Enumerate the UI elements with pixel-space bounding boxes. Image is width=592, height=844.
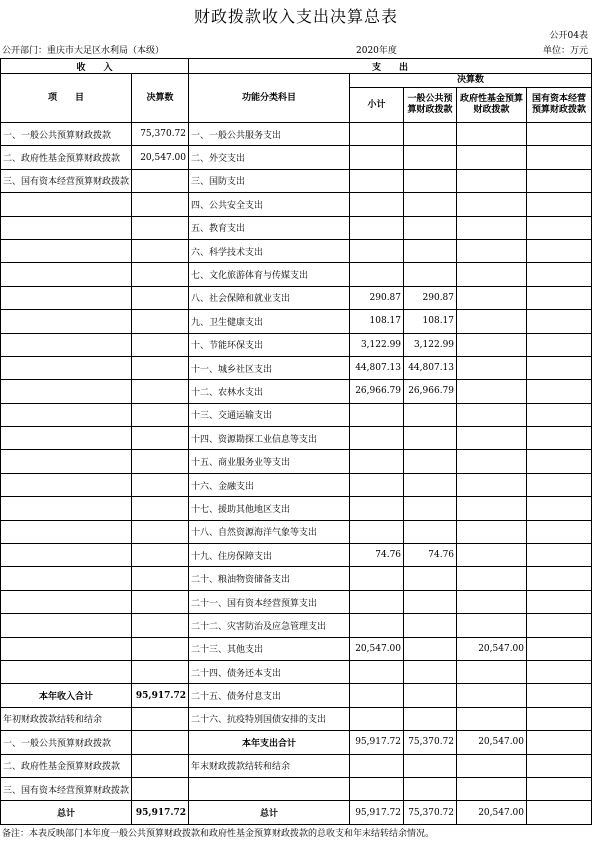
general-budget-cell: 75,370.72 bbox=[404, 731, 457, 754]
table-row bbox=[1, 286, 592, 309]
income-amount-cell bbox=[132, 263, 189, 286]
gov-fund-cell bbox=[457, 263, 527, 286]
function-item-cell: 本年支出合计 bbox=[189, 731, 350, 754]
function-item-cell: 七、文化旅游体育与传媒支出 bbox=[189, 263, 350, 286]
income-amount-cell bbox=[132, 450, 189, 473]
general-budget-cell bbox=[404, 777, 457, 800]
subtotal-cell bbox=[350, 567, 404, 590]
function-item-cell: 一、一般公共服务支出 bbox=[189, 123, 350, 146]
income-item-cell bbox=[1, 450, 132, 473]
subtotal-cell bbox=[350, 707, 404, 730]
state-capital-cell bbox=[527, 567, 592, 590]
income-item-cell: 总计 bbox=[1, 801, 132, 824]
table-row bbox=[1, 497, 592, 520]
income-item-cell bbox=[1, 193, 132, 216]
general-budget-cell bbox=[404, 614, 457, 637]
income-item-cell bbox=[1, 520, 132, 543]
state-capital-cell bbox=[527, 754, 592, 777]
table-row bbox=[1, 333, 592, 356]
subtotal-cell bbox=[350, 684, 404, 707]
subtotal-header: 小计 bbox=[350, 88, 404, 123]
gov-fund-cell bbox=[457, 310, 527, 333]
state-capital-cell bbox=[527, 263, 592, 286]
state-capital-cell bbox=[527, 427, 592, 450]
function-item-cell: 总计 bbox=[189, 801, 350, 824]
income-amount-cell bbox=[132, 754, 189, 777]
general-budget-cell bbox=[404, 263, 457, 286]
table-row bbox=[1, 520, 592, 543]
function-item-cell: 六、科学技术支出 bbox=[189, 239, 350, 262]
subtotal-cell bbox=[350, 216, 404, 239]
income-header: 收 入 bbox=[1, 59, 189, 74]
table-row bbox=[1, 427, 592, 450]
general-budget-cell bbox=[404, 660, 457, 683]
table-row bbox=[1, 801, 592, 824]
function-item-cell: 五、教育支出 bbox=[189, 216, 350, 239]
general-budget-cell bbox=[404, 520, 457, 543]
table-row bbox=[1, 637, 592, 660]
subtotal-cell bbox=[350, 614, 404, 637]
state-capital-cell bbox=[527, 403, 592, 426]
general-budget-header: 一般公共预算财政拨款 bbox=[404, 88, 457, 123]
gov-fund-cell: 20,547.00 bbox=[457, 731, 527, 754]
income-amount-cell: 95,917.72 bbox=[132, 684, 189, 707]
state-capital-header: 国有资本经营预算财政拨款 bbox=[527, 88, 592, 123]
income-amount-cell bbox=[132, 473, 189, 496]
income-item-cell: 年初财政拨款结转和结余 bbox=[1, 707, 132, 730]
function-item-cell: 年末财政拨款结转和结余 bbox=[189, 754, 350, 777]
form-number: 公开04表 bbox=[549, 31, 588, 41]
general-budget-cell bbox=[404, 707, 457, 730]
state-capital-cell bbox=[527, 450, 592, 473]
state-capital-cell bbox=[527, 590, 592, 613]
subtotal-cell bbox=[350, 169, 404, 192]
income-amount-cell bbox=[132, 193, 189, 216]
income-amount-cell bbox=[132, 497, 189, 520]
function-item-cell: 三、国防支出 bbox=[189, 169, 350, 192]
income-item-cell bbox=[1, 590, 132, 613]
table-row bbox=[1, 403, 592, 426]
gov-fund-cell bbox=[457, 193, 527, 216]
function-item-cell: 十一、城乡社区支出 bbox=[189, 356, 350, 379]
amount-header: 决算数 bbox=[132, 74, 189, 123]
function-item-cell: 二十、粮油物资储备支出 bbox=[189, 567, 350, 590]
gov-fund-cell bbox=[457, 380, 527, 403]
subtotal-cell: 44,807.13 bbox=[350, 356, 404, 379]
general-budget-cell bbox=[404, 497, 457, 520]
subtotal-cell bbox=[350, 473, 404, 496]
gov-fund-cell bbox=[457, 123, 527, 146]
state-capital-cell bbox=[527, 216, 592, 239]
general-budget-cell bbox=[404, 123, 457, 146]
footnote: 备注：本表反映部门本年度一般公共预算财政拨款和政府性基金预算财政拨款的总收支和年末结转结余情况。 bbox=[2, 829, 435, 839]
function-item-cell bbox=[189, 777, 350, 800]
general-budget-cell bbox=[404, 684, 457, 707]
table-row bbox=[1, 473, 592, 496]
subtotal-cell bbox=[350, 777, 404, 800]
income-item-cell bbox=[1, 567, 132, 590]
state-capital-cell bbox=[527, 169, 592, 192]
state-capital-cell bbox=[527, 614, 592, 637]
subtotal-cell bbox=[350, 263, 404, 286]
gov-fund-cell bbox=[457, 754, 527, 777]
general-budget-cell bbox=[404, 216, 457, 239]
subtotal-cell: 20,547.00 bbox=[350, 637, 404, 660]
state-capital-cell bbox=[527, 239, 592, 262]
table-row bbox=[1, 707, 592, 730]
general-budget-cell bbox=[404, 567, 457, 590]
general-budget-cell bbox=[404, 450, 457, 473]
table-row bbox=[1, 216, 592, 239]
function-item-cell: 十八、自然资源海洋气象等支出 bbox=[189, 520, 350, 543]
gov-fund-cell bbox=[457, 473, 527, 496]
function-item-cell: 十六、金融支出 bbox=[189, 473, 350, 496]
function-item-cell: 二十五、债务付息支出 bbox=[189, 684, 350, 707]
gov-fund-cell bbox=[457, 146, 527, 169]
income-item-cell: 本年收入合计 bbox=[1, 684, 132, 707]
subtotal-cell bbox=[350, 590, 404, 613]
general-budget-cell bbox=[404, 403, 457, 426]
gov-fund-cell bbox=[457, 239, 527, 262]
subtotal-cell bbox=[350, 146, 404, 169]
general-budget-cell: 75,370.72 bbox=[404, 801, 457, 824]
state-capital-cell bbox=[527, 333, 592, 356]
gov-fund-cell bbox=[457, 333, 527, 356]
income-amount-cell bbox=[132, 239, 189, 262]
gov-fund-cell bbox=[457, 216, 527, 239]
general-budget-cell: 44,807.13 bbox=[404, 356, 457, 379]
subtotal-cell: 95,917.72 bbox=[350, 801, 404, 824]
income-amount-cell bbox=[132, 614, 189, 637]
state-capital-cell bbox=[527, 146, 592, 169]
general-budget-cell bbox=[404, 193, 457, 216]
gov-fund-cell bbox=[457, 590, 527, 613]
gov-fund-cell bbox=[457, 777, 527, 800]
income-item-cell: 三、国有资本经营预算财政拨款 bbox=[1, 169, 132, 192]
general-budget-cell: 74.76 bbox=[404, 544, 457, 567]
income-item-cell: 二、政府性基金预算财政拨款 bbox=[1, 754, 132, 777]
income-amount-cell: 20,547.00 bbox=[132, 146, 189, 169]
subtotal-cell bbox=[350, 660, 404, 683]
state-capital-cell bbox=[527, 684, 592, 707]
subtotal-cell: 290.87 bbox=[350, 286, 404, 309]
table-row bbox=[1, 239, 592, 262]
general-budget-cell bbox=[404, 754, 457, 777]
general-budget-cell bbox=[404, 473, 457, 496]
subtotal-cell bbox=[350, 123, 404, 146]
income-amount-cell: 75,370.72 bbox=[132, 123, 189, 146]
income-item-cell bbox=[1, 497, 132, 520]
table-row bbox=[1, 567, 592, 590]
income-amount-cell bbox=[132, 590, 189, 613]
income-item-cell bbox=[1, 380, 132, 403]
general-budget-cell bbox=[404, 169, 457, 192]
income-item-cell bbox=[1, 356, 132, 379]
state-capital-cell bbox=[527, 731, 592, 754]
subtotal-cell bbox=[350, 450, 404, 473]
income-item-cell bbox=[1, 637, 132, 660]
gov-fund-cell bbox=[457, 520, 527, 543]
state-capital-cell bbox=[527, 520, 592, 543]
func-header: 功能分类科目 bbox=[189, 74, 350, 123]
page-title: 财政拨款收入支出决算总表 bbox=[193, 7, 398, 26]
income-item-cell bbox=[1, 239, 132, 262]
function-item-cell: 八、社会保障和就业支出 bbox=[189, 286, 350, 309]
general-budget-cell bbox=[404, 590, 457, 613]
income-amount-cell bbox=[132, 356, 189, 379]
function-item-cell: 十四、资源勘探工业信息等支出 bbox=[189, 427, 350, 450]
state-capital-cell bbox=[527, 473, 592, 496]
state-capital-cell bbox=[527, 777, 592, 800]
table-row bbox=[1, 123, 592, 146]
subtotal-cell: 95,917.72 bbox=[350, 731, 404, 754]
state-capital-cell bbox=[527, 660, 592, 683]
table-row bbox=[1, 263, 592, 286]
function-item-cell: 二十二、灾害防治及应急管理支出 bbox=[189, 614, 350, 637]
income-amount-cell bbox=[132, 731, 189, 754]
table-row bbox=[1, 614, 592, 637]
function-item-cell: 二十四、债务还本支出 bbox=[189, 660, 350, 683]
income-amount-cell bbox=[132, 637, 189, 660]
income-item-cell bbox=[1, 427, 132, 450]
income-item-cell bbox=[1, 286, 132, 309]
gov-fund-cell bbox=[457, 403, 527, 426]
general-budget-cell: 108.17 bbox=[404, 310, 457, 333]
state-capital-cell bbox=[527, 544, 592, 567]
income-item-cell bbox=[1, 403, 132, 426]
income-amount-cell bbox=[132, 427, 189, 450]
table-row bbox=[1, 590, 592, 613]
state-capital-cell bbox=[527, 286, 592, 309]
function-item-cell: 四、公共安全支出 bbox=[189, 193, 350, 216]
table-row bbox=[1, 660, 592, 683]
income-amount-cell bbox=[132, 660, 189, 683]
general-budget-cell bbox=[404, 239, 457, 262]
gov-fund-cell bbox=[457, 684, 527, 707]
function-item-cell: 九、卫生健康支出 bbox=[189, 310, 350, 333]
table-row bbox=[1, 193, 592, 216]
income-item-cell bbox=[1, 544, 132, 567]
department-label: 公开部门：重庆市大足区水利局（本级） bbox=[2, 46, 165, 56]
income-item-cell bbox=[1, 310, 132, 333]
gov-fund-cell bbox=[457, 660, 527, 683]
income-amount-cell bbox=[132, 310, 189, 333]
gov-fund-cell: 20,547.00 bbox=[457, 637, 527, 660]
table-row bbox=[1, 356, 592, 379]
income-item-cell: 一、一般公共预算财政拨款 bbox=[1, 731, 132, 754]
income-amount-cell bbox=[132, 777, 189, 800]
expense-header: 支 出 bbox=[189, 59, 592, 74]
gov-fund-cell bbox=[457, 286, 527, 309]
table-row bbox=[1, 310, 592, 333]
income-item-cell bbox=[1, 660, 132, 683]
function-item-cell: 十五、商业服务业等支出 bbox=[189, 450, 350, 473]
gov-fund-cell bbox=[457, 544, 527, 567]
gov-fund-cell: 20,547.00 bbox=[457, 801, 527, 824]
table-row bbox=[1, 684, 592, 707]
function-item-cell: 二、外交支出 bbox=[189, 146, 350, 169]
state-capital-cell bbox=[527, 637, 592, 660]
table-row bbox=[1, 731, 592, 754]
gov-fund-cell bbox=[457, 427, 527, 450]
subtotal-cell bbox=[350, 497, 404, 520]
gov-fund-cell bbox=[457, 497, 527, 520]
state-capital-cell bbox=[527, 801, 592, 824]
income-item-cell bbox=[1, 473, 132, 496]
income-item-cell: 三、国有资本经营预算财政拨款 bbox=[1, 777, 132, 800]
income-amount-cell bbox=[132, 520, 189, 543]
subtotal-cell bbox=[350, 239, 404, 262]
subtotal-cell bbox=[350, 520, 404, 543]
state-capital-cell bbox=[527, 123, 592, 146]
gov-fund-cell bbox=[457, 567, 527, 590]
function-item-cell: 十、节能环保支出 bbox=[189, 333, 350, 356]
subtotal-cell bbox=[350, 427, 404, 450]
gov-fund-cell bbox=[457, 707, 527, 730]
income-item-cell: 二、政府性基金预算财政拨款 bbox=[1, 146, 132, 169]
function-item-cell: 二十一、国有资本经营预算支出 bbox=[189, 590, 350, 613]
general-budget-cell bbox=[404, 146, 457, 169]
income-item-cell bbox=[1, 333, 132, 356]
income-amount-cell: 95,917.72 bbox=[132, 801, 189, 824]
subtotal-cell: 26,966.79 bbox=[350, 380, 404, 403]
income-item-cell bbox=[1, 263, 132, 286]
function-item-cell: 十三、交通运输支出 bbox=[189, 403, 350, 426]
subtotal-cell: 3,122.99 bbox=[350, 333, 404, 356]
income-amount-cell bbox=[132, 286, 189, 309]
income-item-cell bbox=[1, 614, 132, 637]
gov-fund-cell bbox=[457, 614, 527, 637]
table-row bbox=[1, 146, 592, 169]
item-header: 项 目 bbox=[1, 74, 132, 123]
function-item-cell: 十九、住房保障支出 bbox=[189, 544, 350, 567]
table-row bbox=[1, 754, 592, 777]
subtotal-cell: 108.17 bbox=[350, 310, 404, 333]
function-item-cell: 十七、援助其他地区支出 bbox=[189, 497, 350, 520]
income-amount-cell bbox=[132, 216, 189, 239]
subtotal-cell bbox=[350, 754, 404, 777]
subtotal-cell bbox=[350, 403, 404, 426]
income-amount-cell bbox=[132, 544, 189, 567]
state-capital-cell bbox=[527, 193, 592, 216]
state-capital-cell bbox=[527, 356, 592, 379]
state-capital-cell bbox=[527, 310, 592, 333]
state-capital-cell bbox=[527, 380, 592, 403]
table-row bbox=[1, 169, 592, 192]
gov-fund-cell bbox=[457, 450, 527, 473]
state-capital-cell bbox=[527, 707, 592, 730]
income-amount-cell bbox=[132, 333, 189, 356]
general-budget-cell: 290.87 bbox=[404, 286, 457, 309]
function-item-cell: 十二、农林水支出 bbox=[189, 380, 350, 403]
table-row bbox=[1, 544, 592, 567]
function-item-cell: 二十三、其他支出 bbox=[189, 637, 350, 660]
subtotal-cell: 74.76 bbox=[350, 544, 404, 567]
general-budget-cell: 26,966.79 bbox=[404, 380, 457, 403]
income-amount-cell bbox=[132, 403, 189, 426]
income-item-cell bbox=[1, 216, 132, 239]
table-row bbox=[1, 380, 592, 403]
budget-table bbox=[0, 58, 592, 825]
income-amount-cell bbox=[132, 169, 189, 192]
table-row bbox=[1, 450, 592, 473]
gov-fund-cell bbox=[457, 169, 527, 192]
state-capital-cell bbox=[527, 497, 592, 520]
general-budget-cell bbox=[404, 427, 457, 450]
year-label: 2020年度 bbox=[356, 46, 397, 56]
income-amount-cell bbox=[132, 380, 189, 403]
subtotal-cell bbox=[350, 193, 404, 216]
general-budget-cell bbox=[404, 637, 457, 660]
juesuan-header: 决算数 bbox=[350, 74, 592, 88]
unit-label: 单位：万元 bbox=[542, 46, 588, 56]
table-row bbox=[1, 777, 592, 800]
income-item-cell: 一、一般公共预算财政拨款 bbox=[1, 123, 132, 146]
income-amount-cell bbox=[132, 707, 189, 730]
general-budget-cell: 3,122.99 bbox=[404, 333, 457, 356]
gov-fund-cell bbox=[457, 356, 527, 379]
function-item-cell: 二十六、抗疫特别国债安排的支出 bbox=[189, 707, 350, 730]
income-amount-cell bbox=[132, 567, 189, 590]
gov-fund-header: 政府性基金预算财政拨款 bbox=[457, 88, 527, 123]
